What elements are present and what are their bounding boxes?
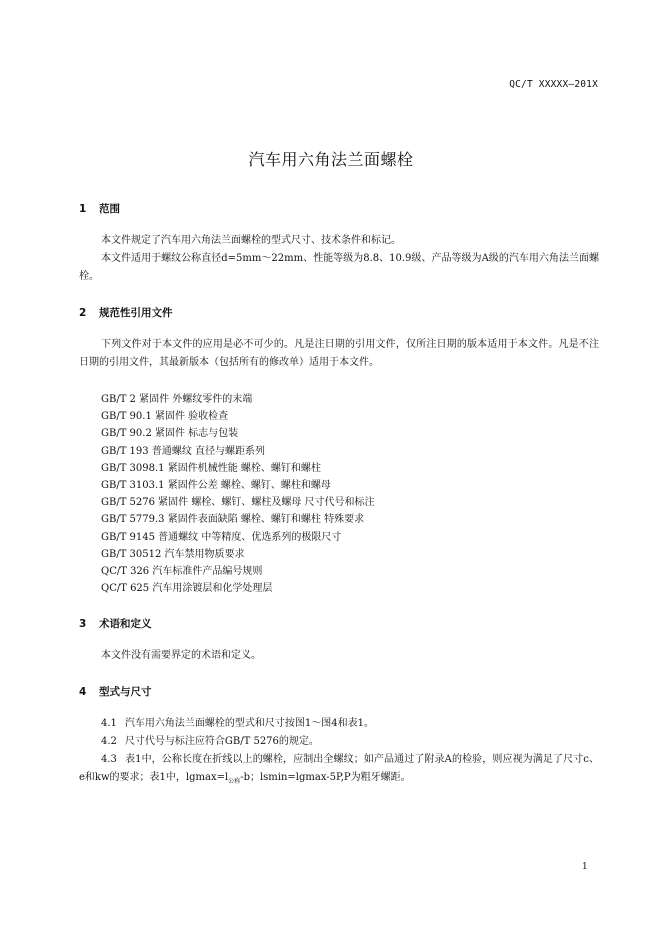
reference-item: GB/T 90.1 紧固件 验收检查: [101, 411, 229, 423]
reference-item: GB/T 9145 普通螺纹 中等精度、优选系列的极限尺寸: [101, 531, 342, 543]
reference-item: QC/T 625 汽车用涂镀层和化学处理层: [101, 583, 273, 595]
reference-item: GB/T 5276 紧固件 螺栓、螺钉、螺柱及螺母 尺寸代号和标注: [101, 497, 375, 509]
reference-item: GB/T 3098.1 紧固件机械性能 螺栓、螺钉和螺柱: [101, 462, 321, 474]
section-heading-scope: [79, 201, 120, 216]
section-number: 1: [79, 203, 87, 215]
page-number: 1: [582, 862, 588, 872]
section-number: 3: [79, 618, 87, 630]
clause-4-1: [79, 715, 599, 733]
section-number: 2: [79, 307, 87, 319]
paragraph: 本文件没有需要界定的术语和定义。: [101, 650, 261, 661]
reference-item: GB/T 5779.3 紧固件表面缺陷 螺栓、螺钉和螺柱 特殊要求: [101, 514, 365, 526]
clause-4-3: [79, 751, 599, 791]
section-title: 范围: [99, 203, 120, 215]
clause-number: 4.3: [101, 754, 117, 765]
reference-item: GB/T 2 紧固件 外螺纹零件的末端: [101, 394, 253, 405]
reference-list: [101, 391, 375, 597]
document-title: 汽车用六角法兰面螺栓: [248, 150, 414, 169]
paragraph: 本文件规定了汽车用六角法兰面螺栓的型式尺寸、技术条件和标记。: [101, 235, 401, 246]
section-title: 规范性引用文件: [99, 307, 173, 319]
subscript-nominal: 公称: [228, 778, 241, 785]
reference-item: GB/T 193 普通螺纹 直径与螺距系列: [101, 445, 265, 457]
document-code: QC/T XXXXX—201X: [509, 79, 598, 90]
section-heading-normative-references: [79, 305, 173, 320]
reference-item: QC/T 326 汽车标准件产品编号规则: [101, 566, 263, 578]
paragraph: 下列文件对于本文件的应用是必不可少的。凡是注日期的引用文件，仅所注日期的版本适用于本文件。凡是不注日期的引用文件，其最新版本（包括所有的修改单）适用于本文件。: [79, 339, 599, 368]
clause-text-continued: -b；lsmin=lgmax-5P,P为粗牙螺距。: [240, 772, 411, 783]
clause-text: 汽车用六角法兰面螺栓的型式和尺寸按图1～图4和表1。: [124, 718, 374, 729]
section-heading-terms: [79, 616, 152, 631]
clause-text: 尺寸代号与标注应符合GB/T 5276的规定。: [124, 736, 319, 747]
clause-number: 4.2: [101, 736, 117, 747]
reference-item: GB/T 90.2 紧固件 标志与包装: [101, 428, 239, 440]
section-title: 术语和定义: [99, 618, 152, 630]
paragraph: 本文件适用于螺纹公称直径d=5mm～22mm、性能等级为8.8、10.9级、产品等级为A级的汽车用六角法兰面螺栓。: [79, 253, 599, 282]
clause-4-2: [79, 733, 599, 751]
section-heading-type-and-dimensions: [79, 684, 152, 699]
reference-item: GB/T 30512 汽车禁用物质要求: [101, 548, 245, 560]
reference-item: GB/T 3103.1 紧固件公差 螺栓、螺钉、螺柱和螺母: [101, 480, 331, 492]
clause-text: 表1中，公称长度在折线以上的螺栓，应制出全螺纹；如产品通过了附录A的检验，则应视为满足了尺寸c、e和kw的要求；表1中，lgmax=l: [79, 754, 599, 783]
section-title: 型式与尺寸: [99, 686, 152, 698]
section-number: 4: [79, 686, 87, 698]
clause-number: 4.1: [101, 718, 117, 729]
